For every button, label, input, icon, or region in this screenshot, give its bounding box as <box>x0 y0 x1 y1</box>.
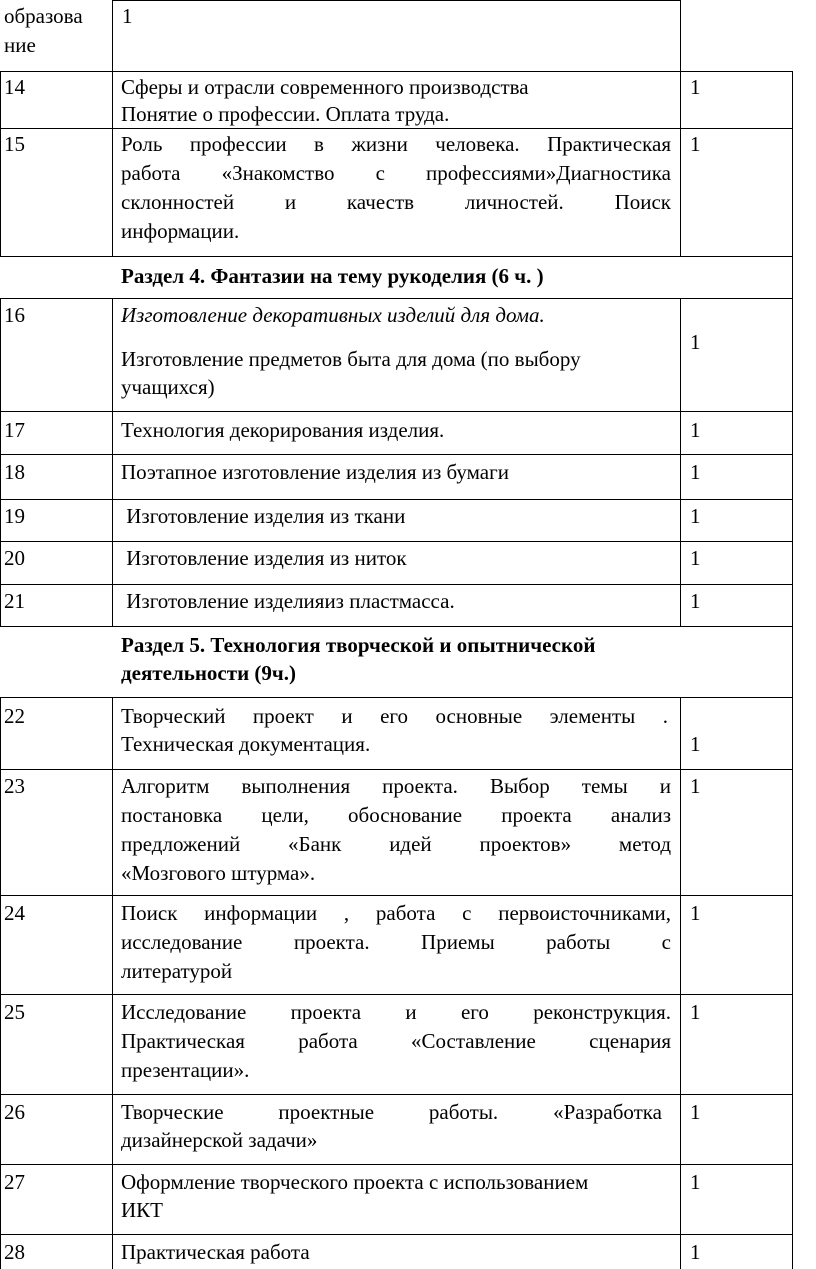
row-0-content-line-2: ние <box>4 33 36 57</box>
row-14-hours: 1 <box>690 75 701 99</box>
row-14-content-line-1: Сферы и отрасли современного производства <box>121 75 529 99</box>
row-21-number: 21 <box>4 589 25 613</box>
row-21-hours: 1 <box>690 589 701 613</box>
row-25-number: 25 <box>4 1000 25 1024</box>
row-24-content-line-3: литературой <box>121 959 233 983</box>
row-15-content-line-1: Роль профессии в жизни человека. Практическая <box>121 132 671 156</box>
row-14-number: 14 <box>4 75 25 99</box>
row-25-hours: 1 <box>690 1000 701 1024</box>
row-18-number: 18 <box>4 460 25 484</box>
row-24-hours: 1 <box>690 901 701 925</box>
row-19-number: 19 <box>4 504 25 528</box>
row-18-hours: 1 <box>690 460 701 484</box>
row-15-number: 15 <box>4 132 25 156</box>
row-28-number: 28 <box>4 1240 25 1264</box>
row-15-content-line-4: информации. <box>121 219 240 243</box>
row-23-number: 23 <box>4 774 25 798</box>
row-17-number: 17 <box>4 418 25 442</box>
row-0-hours: 1 <box>122 4 133 28</box>
row-16-number: 16 <box>4 303 25 327</box>
row-19-hours: 1 <box>690 504 701 528</box>
row-27-content-line-2: ИКТ <box>121 1198 163 1222</box>
row-15-hours: 1 <box>690 132 701 156</box>
row-28-hours: 1 <box>690 1240 701 1264</box>
row-18-content: Поэтапное изготовление изделия из бумаги <box>121 460 509 484</box>
row-16-italic-title: Изготовление декоративных изделий для дома. <box>121 303 545 327</box>
row-27-hours: 1 <box>690 1170 701 1194</box>
row-25-content-line-3: презентации». <box>121 1058 250 1082</box>
row-16-hours: 1 <box>690 330 701 354</box>
row-26-hours: 1 <box>690 1100 701 1124</box>
row-24-content-line-2: исследование проекта. Приемы работы с <box>121 930 671 954</box>
row-23-content-line-4: «Мозгового штурма». <box>121 861 316 885</box>
row-23-hours: 1 <box>690 774 701 798</box>
row-17-hours: 1 <box>690 418 701 442</box>
row-28-content: Практическая работа <box>121 1240 310 1264</box>
row-26-content-line-1: Творческие проектные работы. «Разработка <box>121 1100 662 1124</box>
row-16-content-line-1: Изготовление предметов быта для дома (по выбору <box>121 347 581 371</box>
row-22-content-line-2: Техническая документация. <box>121 732 371 756</box>
row-22-content-line-1: Творческий проект и его основные элементы . <box>121 704 668 728</box>
row-23-content-line-3: предложений «Банк идей проектов» метод <box>121 832 671 856</box>
row-22-hours: 1 <box>690 732 701 756</box>
row-26-content-line-2: дизайнерской задачи» <box>121 1128 318 1152</box>
row-27-content-line-1: Оформление творческого проекта с использованием <box>121 1170 589 1194</box>
row-26-number: 26 <box>4 1100 25 1124</box>
row-21-content: Изготовление изделияиз пластмасса. <box>121 589 455 613</box>
row-15-content-line-2: работа «Знакомство с профессиями»Диагностика <box>121 161 671 185</box>
section-5-heading-line-2: деятельности (9ч.) <box>121 661 296 685</box>
row-15-content-line-3: склонностей и качеств личностей. Поиск <box>121 190 671 214</box>
row-24-content-line-1: Поиск информации , работа с первоисточниками, <box>121 901 671 925</box>
row-27-number: 27 <box>4 1170 25 1194</box>
section-5-heading-line-1: Раздел 5. Технология творческой и опытнической <box>121 633 596 657</box>
row-17-content: Технология декорирования изделия. <box>121 418 445 442</box>
row-20-content: Изготовление изделия из ниток <box>121 546 407 570</box>
row-20-hours: 1 <box>690 546 701 570</box>
row-23-content-line-1: Алгоритм выполнения проекта. Выбор темы и <box>121 774 671 798</box>
row-25-content-line-1: Исследование проекта и его реконструкция. <box>121 1000 671 1024</box>
row-25-content-line-2: Практическая работа «Составление сценария <box>121 1029 671 1053</box>
row-20-number: 20 <box>4 546 25 570</box>
row-24-number: 24 <box>4 901 25 925</box>
row-14-content-line-2: Понятие о профессии. Оплата труда. <box>121 102 450 126</box>
row-19-content: Изготовление изделия из ткани <box>121 504 406 528</box>
section-4-heading: Раздел 4. Фантазии на тему рукоделия (6 ч. ) <box>121 264 544 288</box>
row-23-content-line-2: постановка цели, обоснование проекта анализ <box>121 803 671 827</box>
row-22-number: 22 <box>4 704 25 728</box>
row-16-content-line-2: учащихся) <box>121 375 215 399</box>
row-0-content-line-1: образова <box>4 4 83 28</box>
